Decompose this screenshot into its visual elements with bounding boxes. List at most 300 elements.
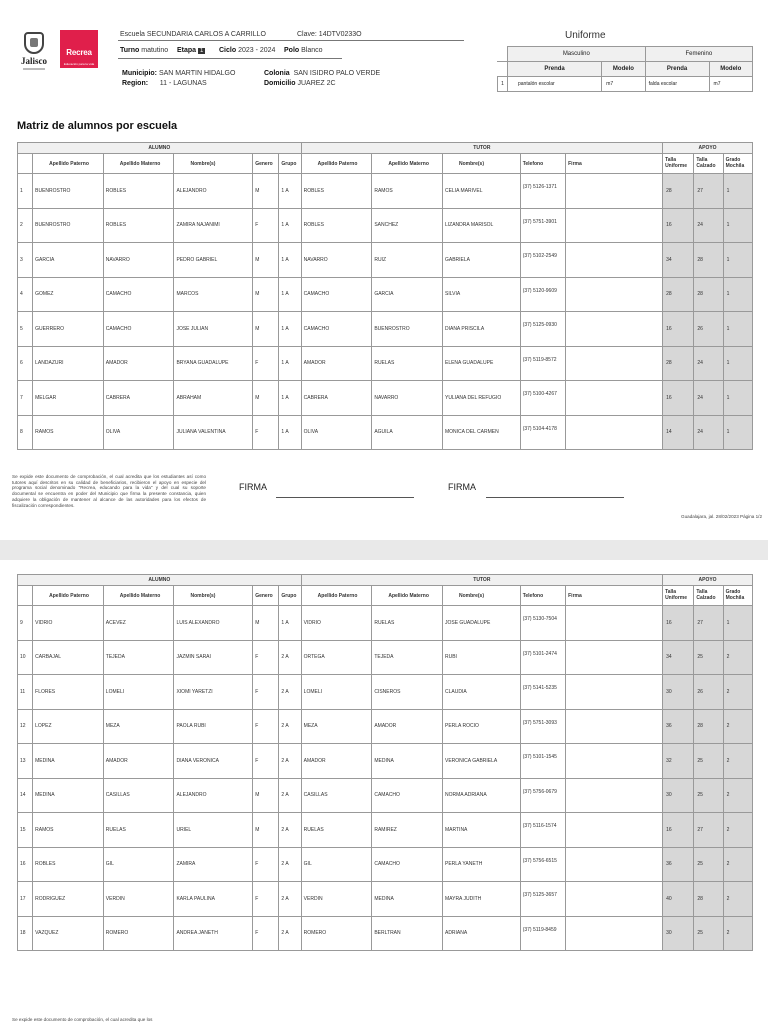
municipio-value: SAN MARTIN HIDALGO (158, 70, 236, 77)
tutor-telefono: (37) 5125-3657 (520, 882, 565, 917)
tutor-apellido-paterno: ORTEGA (301, 640, 372, 675)
row-number: 11 (18, 675, 33, 710)
tutor-nombres: YULIANA DEL REFUGIO (442, 381, 520, 416)
student-grupo: 1 A (279, 346, 301, 381)
talla-calzado: 27 (694, 174, 723, 209)
grado-mochila: 2 (723, 813, 752, 848)
row-number: 10 (18, 640, 33, 675)
student-apellido-materno: MEZA (103, 709, 174, 744)
row-number: 15 (18, 813, 33, 848)
student-grupo: 1 A (279, 243, 301, 278)
talla-uniforme: 14 (663, 415, 694, 450)
tutor-apellido-paterno: CAMACHO (301, 277, 372, 312)
table-row (18, 744, 753, 779)
domicilio-value: JUAREZ 2C (297, 80, 336, 87)
uniforme-modelo-header: Modelo (602, 62, 645, 77)
student-apellido-paterno: BUENROSTRO (33, 208, 104, 243)
student-table-page-2 (17, 574, 753, 951)
student-apellido-paterno: VAZQUEZ (33, 916, 104, 951)
row-number: 6 (18, 346, 33, 381)
student-genero: M (253, 312, 279, 347)
tutor-nombres: LIZANDRA MARISOL (442, 208, 520, 243)
student-genero: F (253, 675, 279, 710)
student-apellido-paterno: GARCIA (33, 243, 104, 278)
jalisco-logo (16, 32, 52, 70)
talla-uniforme-header: Talla Uniforme (663, 154, 694, 174)
student-nombres: JOSE JULIAN (174, 312, 253, 347)
student-apellido-paterno: MELGAR (33, 381, 104, 416)
student-nombres: ALEJANDRO (174, 174, 253, 209)
firma-cell (566, 675, 663, 710)
tutor-apellido-materno: TEJEDA (372, 640, 443, 675)
talla-uniforme: 32 (663, 744, 694, 779)
uniforme-femenino-prenda: falda escolar (645, 77, 709, 92)
tutor-telefono: (37) 5751-3901 (520, 208, 565, 243)
recrea-logo-subtext: Educación para la vida (63, 62, 95, 66)
table-row (18, 174, 753, 209)
grado-mochila: 1 (723, 415, 752, 450)
talla-calzado: 24 (694, 415, 723, 450)
student-genero: F (253, 640, 279, 675)
jalisco-crest-icon (24, 32, 44, 54)
firma-cell (566, 346, 663, 381)
talla-uniforme: 34 (663, 640, 694, 675)
tutor-nombres: JOSE GUADALUPE (442, 606, 520, 641)
row-number: 4 (18, 277, 33, 312)
alumno-group-header: ALUMNO (18, 143, 302, 154)
table-row (18, 709, 753, 744)
etapa-value: 1 (200, 48, 204, 54)
table-row (18, 847, 753, 882)
tutor-apellido-materno: GARCIA (372, 277, 443, 312)
colonia-field: Colonia SAN ISIDRO PALO VERDE (264, 70, 381, 77)
polo-value: Blanco (301, 47, 323, 54)
row-number-header (18, 586, 33, 606)
uniforme-masculino-modelo: m7 (602, 77, 645, 92)
student-genero: F (253, 415, 279, 450)
firma-cell (566, 916, 663, 951)
uniforme-table (497, 46, 753, 92)
uniforme-prenda-header: Prenda (508, 62, 602, 77)
grado-mochila: 1 (723, 312, 752, 347)
domicilio-field: Domicilio JUAREZ 2C (264, 80, 336, 87)
tutor-apellido-materno: RAMIREZ (372, 813, 443, 848)
student-genero: M (253, 778, 279, 813)
student-grupo: 2 A (279, 847, 301, 882)
tutor-telefono: (37) 5141-5235 (520, 675, 565, 710)
firma-cell (566, 415, 663, 450)
table-row (18, 640, 753, 675)
row-number: 9 (18, 606, 33, 641)
student-apellido-materno: ROBLES (103, 208, 174, 243)
student-grupo: 1 A (279, 381, 301, 416)
tutor-apellido-paterno: OLIVA (301, 415, 372, 450)
tutor-apellido-materno-header: Apellido Materno (372, 586, 443, 606)
student-apellido-paterno: MEDINA (33, 744, 104, 779)
firma-cell (566, 778, 663, 813)
student-nombres: ABRAHAM (174, 381, 253, 416)
tutor-nombres: ADRIANA (442, 916, 520, 951)
talla-calzado: 28 (694, 882, 723, 917)
talla-calzado: 24 (694, 346, 723, 381)
student-nombres: URIEL (174, 813, 253, 848)
clave-field: Clave: 14DTV0233O (297, 31, 362, 38)
student-genero: F (253, 346, 279, 381)
talla-calzado: 28 (694, 709, 723, 744)
grado-mochila-header: Grado Mochila (723, 586, 752, 606)
tutor-telefono: (37) 5126-1371 (520, 174, 565, 209)
tutor-apellido-materno: SANCHEZ (372, 208, 443, 243)
tutor-nombres: DIANA PRISCILA (442, 312, 520, 347)
student-genero: F (253, 847, 279, 882)
student-nombres: LUIS ALEXANDRO (174, 606, 253, 641)
table-row (18, 606, 753, 641)
student-apellido-paterno: LOPEZ (33, 709, 104, 744)
grado-mochila: 2 (723, 847, 752, 882)
legal-notice: Se expide este documento de comprobación, el cual acredita que los estudiantes así como tutores aquí descritos en su calidad de beneficiarios, recibieron el apoyo en especie del programa social denominado "Recrea, educando para la vida" y del cual su soporte documental se encuentra en poder del Municipio que firma la presente constancia, quien adquiere la obligación de mantener al alcance de las autoridades para los efectos de fiscalización correspondientes. (12, 474, 206, 508)
row-number: 16 (18, 847, 33, 882)
grado-mochila: 2 (723, 675, 752, 710)
tutor-telefono: (37) 5756-0679 (520, 778, 565, 813)
student-apellido-materno: ROBLES (103, 174, 174, 209)
tutor-telefono: (37) 5130-7504 (520, 606, 565, 641)
student-genero: F (253, 882, 279, 917)
firma-cell (566, 813, 663, 848)
tutor-nombres: CLAUDIA (442, 675, 520, 710)
row-number: 14 (18, 778, 33, 813)
talla-uniforme: 16 (663, 813, 694, 848)
grado-mochila: 2 (723, 778, 752, 813)
table-row (18, 813, 753, 848)
tutor-apellido-paterno: AMADOR (301, 346, 372, 381)
tutor-telefono: (37) 5751-3093 (520, 709, 565, 744)
tutor-apellido-materno: RUELAS (372, 346, 443, 381)
uniforme-title: Uniforme (565, 30, 606, 41)
tutor-nombres: ELENA GUADALUPE (442, 346, 520, 381)
page-gap (0, 540, 768, 560)
student-grupo: 2 A (279, 916, 301, 951)
tutor-apellido-paterno: VIDRIO (301, 606, 372, 641)
talla-calzado: 25 (694, 916, 723, 951)
grado-mochila: 2 (723, 744, 752, 779)
tutor-telefono: (37) 5119-8459 (520, 916, 565, 951)
talla-uniforme: 30 (663, 778, 694, 813)
table-row (18, 882, 753, 917)
student-nombres: KARLA PAULINA (174, 882, 253, 917)
talla-calzado: 26 (694, 675, 723, 710)
clave-value: 14DTV0233O (318, 31, 362, 38)
tutor-apellido-materno: CAMACHO (372, 847, 443, 882)
tutor-apellido-paterno: LOMELI (301, 675, 372, 710)
talla-calzado: 25 (694, 744, 723, 779)
tutor-apellido-paterno: ROMERO (301, 916, 372, 951)
talla-calzado: 24 (694, 381, 723, 416)
table-row (18, 277, 753, 312)
table-row (18, 675, 753, 710)
tutor-telefono: (37) 5119-8572 (520, 346, 565, 381)
firma-cell (566, 381, 663, 416)
nombres-header: Nombre(s) (174, 586, 253, 606)
document-page-2 (0, 560, 768, 1024)
tutor-apellido-paterno-header: Apellido Paterno (301, 154, 372, 174)
tutor-apellido-paterno: CAMACHO (301, 312, 372, 347)
legal-notice-page-2: Se expide este documento de comprobación, el cual acredita que los (12, 1017, 153, 1022)
row-number: 5 (18, 312, 33, 347)
student-genero: F (253, 709, 279, 744)
tutor-telefono: (37) 5101-1545 (520, 744, 565, 779)
talla-uniforme-header: Talla Uniforme (663, 586, 694, 606)
student-apellido-materno: RUELAS (103, 813, 174, 848)
firma-cell (566, 744, 663, 779)
grado-mochila: 2 (723, 709, 752, 744)
tutor-telefono: (37) 5125-0930 (520, 312, 565, 347)
table-row (18, 778, 753, 813)
student-apellido-materno: AMADOR (103, 346, 174, 381)
grado-mochila: 1 (723, 208, 752, 243)
uniforme-femenino-header: Femenino (645, 47, 752, 62)
tutor-apellido-materno: BUENROSTRO (372, 312, 443, 347)
tutor-apellido-materno: RUELAS (372, 606, 443, 641)
genero-header: Genero (253, 586, 279, 606)
school-name: SECUNDARIA CARLOS A CARRILLO (146, 31, 266, 38)
tutor-apellido-paterno: ROBLES (301, 208, 372, 243)
tutor-apellido-materno: NAVARRO (372, 381, 443, 416)
recrea-logo (60, 30, 98, 68)
tutor-nombres: SILVIA (442, 277, 520, 312)
talla-uniforme: 34 (663, 243, 694, 278)
talla-uniforme: 28 (663, 346, 694, 381)
tutor-apellido-paterno: CABRERA (301, 381, 372, 416)
tutor-apellido-materno: CISNEROS (372, 675, 443, 710)
tutor-apellido-materno: MEDINA (372, 744, 443, 779)
student-apellido-paterno: GOMEZ (33, 277, 104, 312)
student-apellido-paterno: FLORES (33, 675, 104, 710)
student-apellido-materno: ROMERO (103, 916, 174, 951)
tutor-nombres: VERONICA GABRIELA (442, 744, 520, 779)
polo-field: Polo Blanco (284, 47, 323, 54)
tutor-telefono: (37) 5102-2549 (520, 243, 565, 278)
talla-uniforme: 28 (663, 277, 694, 312)
tutor-nombres-header: Nombre(s) (442, 586, 520, 606)
student-genero: M (253, 174, 279, 209)
telefono-header: Telefono (520, 154, 565, 174)
student-genero: F (253, 744, 279, 779)
firma-cell (566, 882, 663, 917)
student-apellido-materno: NAVARRO (103, 243, 174, 278)
uniforme-row-number: 1 (498, 77, 508, 92)
talla-uniforme: 16 (663, 312, 694, 347)
student-nombres: PEDRO GABRIEL (174, 243, 253, 278)
tutor-group-header: TUTOR (301, 143, 662, 154)
student-grupo: 2 A (279, 813, 301, 848)
student-nombres: MARCOS (174, 277, 253, 312)
firma-header: Firma (566, 586, 663, 606)
student-grupo: 1 A (279, 606, 301, 641)
tutor-telefono: (37) 5116-1574 (520, 813, 565, 848)
tutor-apellido-materno: RAMOS (372, 174, 443, 209)
student-apellido-materno: LOMELI (103, 675, 174, 710)
student-apellido-paterno: BUENROSTRO (33, 174, 104, 209)
row-number: 8 (18, 415, 33, 450)
tutor-apellido-materno: AGUILA (372, 415, 443, 450)
tutor-apellido-materno-header: Apellido Materno (372, 154, 443, 174)
student-apellido-paterno: CARBAJAL (33, 640, 104, 675)
student-nombres: JAZMIN SARAI (174, 640, 253, 675)
talla-calzado: 25 (694, 640, 723, 675)
uniforme-modelo-header: Modelo (709, 62, 752, 77)
student-grupo: 2 A (279, 882, 301, 917)
firma-cell (566, 208, 663, 243)
jalisco-logo-text: Jalisco (21, 56, 47, 66)
firma-header: Firma (566, 154, 663, 174)
student-nombres: ZAMIRA NAJANIMI (174, 208, 253, 243)
apellido-materno-header: Apellido Materno (103, 154, 174, 174)
student-apellido-materno: CAMACHO (103, 312, 174, 347)
ciclo-value: 2023 - 2024 (238, 47, 276, 54)
student-grupo: 2 A (279, 709, 301, 744)
student-genero: F (253, 208, 279, 243)
student-genero: M (253, 813, 279, 848)
student-genero: F (253, 916, 279, 951)
student-apellido-materno: GIL (103, 847, 174, 882)
tutor-apellido-materno: MEDINA (372, 882, 443, 917)
student-apellido-materno: ACEVEZ (103, 606, 174, 641)
colonia-value: SAN ISIDRO PALO VERDE (293, 70, 381, 77)
tutor-apellido-paterno: AMADOR (301, 744, 372, 779)
tutor-nombres: NORMA ADRIANA (442, 778, 520, 813)
table-row (18, 916, 753, 951)
firma-cell (566, 709, 663, 744)
student-grupo: 1 A (279, 208, 301, 243)
uniforme-prenda-header: Prenda (645, 62, 709, 77)
firma-label-2: FIRMA (448, 482, 476, 492)
turno-field: Turno matutino (120, 47, 169, 54)
region-value: 11 - LAGUNAS (159, 80, 207, 87)
talla-calzado: 27 (694, 813, 723, 848)
row-number: 18 (18, 916, 33, 951)
tutor-group-header: TUTOR (301, 575, 662, 586)
talla-uniforme: 40 (663, 882, 694, 917)
grado-mochila: 1 (723, 277, 752, 312)
student-grupo: 1 A (279, 174, 301, 209)
page-footnote: Guadalajara, jal. 28/02/2023 Página 1/2 (681, 514, 762, 519)
ciclo-field: Ciclo 2023 - 2024 (219, 47, 276, 54)
table-row (18, 208, 753, 243)
row-number: 13 (18, 744, 33, 779)
student-genero: M (253, 381, 279, 416)
student-apellido-materno: TEJEDA (103, 640, 174, 675)
tutor-apellido-paterno: NAVARRO (301, 243, 372, 278)
talla-calzado: 27 (694, 606, 723, 641)
student-table-page-1 (17, 142, 753, 450)
tutor-telefono: (37) 5101-2474 (520, 640, 565, 675)
tutor-apellido-paterno: VERDIN (301, 882, 372, 917)
talla-calzado: 26 (694, 312, 723, 347)
student-apellido-paterno: MEDINA (33, 778, 104, 813)
alumno-group-header: ALUMNO (18, 575, 302, 586)
firma-cell (566, 174, 663, 209)
page-title: Matriz de alumnos por escuela (17, 120, 178, 132)
student-apellido-materno: OLIVA (103, 415, 174, 450)
grupo-header: Grupo (279, 154, 301, 174)
table-row (18, 346, 753, 381)
student-grupo: 1 A (279, 415, 301, 450)
student-apellido-materno: VERDIN (103, 882, 174, 917)
firma-cell (566, 277, 663, 312)
telefono-header: Telefono (520, 586, 565, 606)
talla-uniforme: 30 (663, 916, 694, 951)
tutor-telefono: (37) 5104-4178 (520, 415, 565, 450)
student-apellido-materno: CASILLAS (103, 778, 174, 813)
tutor-apellido-paterno: ROBLES (301, 174, 372, 209)
talla-calzado: 25 (694, 778, 723, 813)
student-genero: M (253, 243, 279, 278)
tutor-nombres: MONICA DEL CARMEN (442, 415, 520, 450)
talla-calzado: 24 (694, 208, 723, 243)
student-grupo: 1 A (279, 277, 301, 312)
grado-mochila: 1 (723, 346, 752, 381)
student-grupo: 2 A (279, 675, 301, 710)
row-number: 7 (18, 381, 33, 416)
firma-cell (566, 606, 663, 641)
grado-mochila: 2 (723, 640, 752, 675)
firma-cell (566, 243, 663, 278)
tutor-apellido-paterno: MEZA (301, 709, 372, 744)
student-nombres: DIANA VERONICA (174, 744, 253, 779)
tutor-apellido-paterno: RUELAS (301, 813, 372, 848)
grado-mochila: 1 (723, 606, 752, 641)
talla-uniforme: 30 (663, 675, 694, 710)
grado-mochila: 1 (723, 381, 752, 416)
firma-cell (566, 312, 663, 347)
talla-uniforme: 36 (663, 847, 694, 882)
student-grupo: 2 A (279, 744, 301, 779)
row-number: 17 (18, 882, 33, 917)
tutor-nombres: PERLA ROCIO (442, 709, 520, 744)
student-grupo: 1 A (279, 312, 301, 347)
student-apellido-paterno: RAMOS (33, 813, 104, 848)
student-apellido-paterno: VIDRIO (33, 606, 104, 641)
firma-cell (566, 640, 663, 675)
grado-mochila: 1 (723, 174, 752, 209)
tutor-apellido-materno: BERLTRAN (372, 916, 443, 951)
uniforme-masculino-prenda: pantalón escolar (508, 77, 602, 92)
student-apellido-paterno: GUERRERO (33, 312, 104, 347)
row-number: 3 (18, 243, 33, 278)
tutor-nombres: MARTINA (442, 813, 520, 848)
grado-mochila-header: Grado Mochila (723, 154, 752, 174)
row-number-header (18, 154, 33, 174)
student-nombres: ALEJANDRO (174, 778, 253, 813)
table-row (18, 415, 753, 450)
student-nombres: BRYANA GUADALUPE (174, 346, 253, 381)
municipio-field: Municipio: SAN MARTIN HIDALGO (122, 70, 236, 77)
tutor-nombres-header: Nombre(s) (442, 154, 520, 174)
signature-line-1 (276, 497, 414, 498)
student-apellido-paterno: RODRIGUEZ (33, 882, 104, 917)
row-number: 2 (18, 208, 33, 243)
uniforme-masculino-header: Masculino (508, 47, 646, 62)
tutor-apellido-materno: RUIZ (372, 243, 443, 278)
tutor-telefono: (37) 5756-6515 (520, 847, 565, 882)
row-number: 12 (18, 709, 33, 744)
tutor-telefono: (37) 5120-9609 (520, 277, 565, 312)
nombres-header: Nombre(s) (174, 154, 253, 174)
signature-line-2 (486, 497, 624, 498)
firma-label-1: FIRMA (239, 482, 267, 492)
grado-mochila: 1 (723, 243, 752, 278)
student-nombres: PAOLA RUBI (174, 709, 253, 744)
